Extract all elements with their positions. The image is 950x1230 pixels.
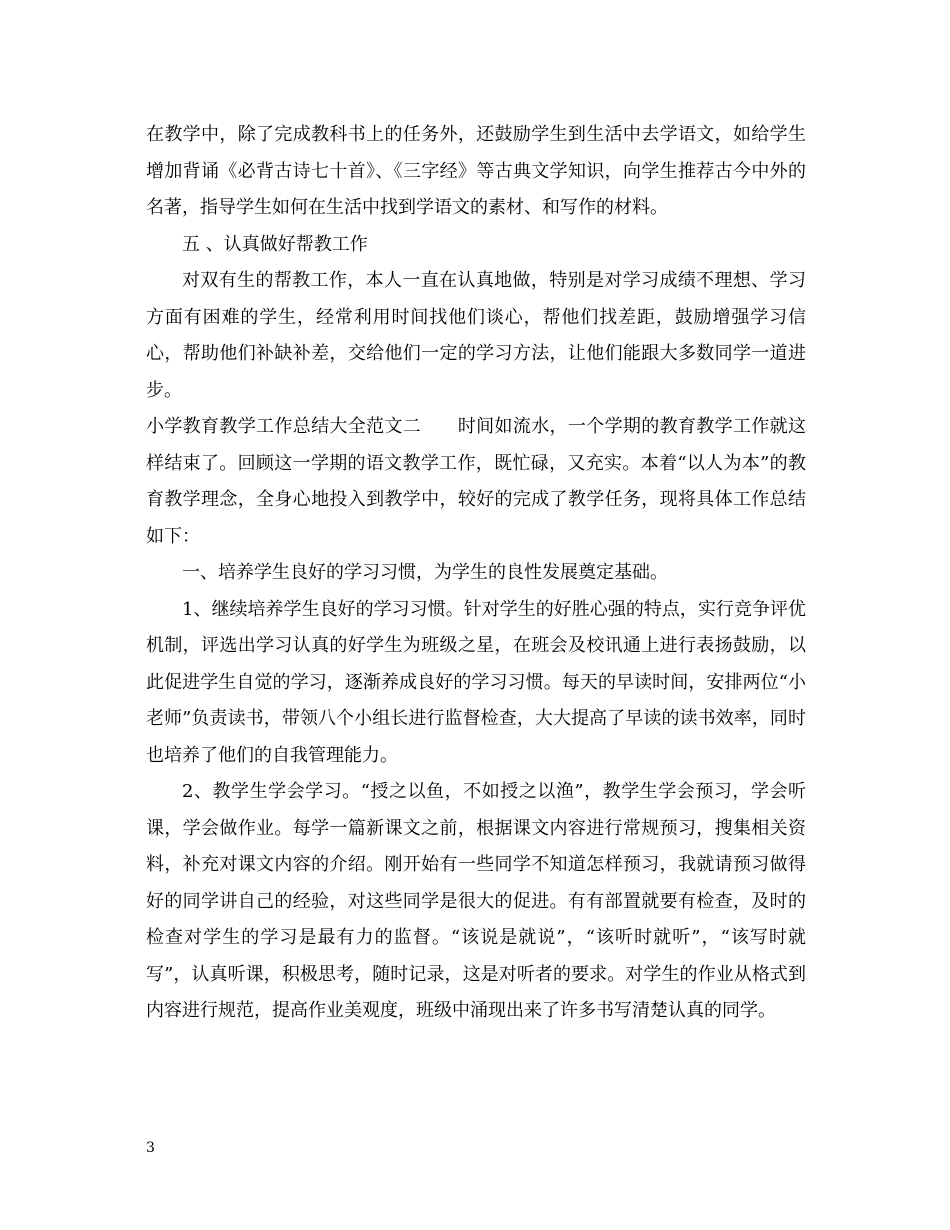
paragraph-tutoring: 对双有生的帮教工作，本人一直在认真地做，特别是对学习成绩不理想、学习方面有困难的学生，经常利用时间找他们谈心，帮他们找差距，鼓励增强学习信心，帮助他们补缺补差，交给他们一定的学习方法，让他们能跟大多数同学一道进步。 xyxy=(146,270,806,401)
paragraph-continuation: 在教学中，除了完成教科书上的任务外，还鼓励学生到生活中去学语文，如给学生增加背诵《必背古诗七十首》、《三字经》等古典文学知识，向学生推荐古今中外的名著，指导学生如何在生活中找到学语文的素材、和写作的材料。 xyxy=(146,124,806,218)
section-heading-one: 一、培养学生良好的学习习惯，为学生的良性发展奠定基础。 xyxy=(182,562,668,583)
paragraph-learn-to-learn: 2、教学生学会学习。“授之以鱼，不如授之以渔”，教学生学会预习，学会听课，学会做作业。每学一篇新课文之前，根据课文内容进行常规预习，搜集相关资料，补充对课文内容的介绍。刚开始有一些同学不知道怎样预习，我就请预习做得好的同学讲自己的经验，对这些同学是很大的促进。有有部置就要有检查，及时的检查对学生的学习是最有力的监督。“该说是就说”，“该听时就听”，“该写时就写”，认真听课，积极思考，随时记录，这是对听者的要求。对学生的作业从格式到内容进行规范，提高作业美观度，班级中涌现出来了许多书写清楚认真的同学。 xyxy=(146,781,806,1021)
paragraph-study-habits: 1、继续培养学生良好的学习习惯。针对学生的好胜心强的特点，实行竞争评优机制，评选出学习认真的好学生为班级之星，在班会及校讯通上进行表扬鼓励，以此促进学生自觉的学习，逐渐养成良好的学习习惯。每天的早读时间，安排两位“小老师”负责读书，带领八个小组长进行监督检查，大大提高了早读的读书效率，同时也培养了他们的自我管理能力。 xyxy=(146,598,806,766)
paragraph-summary-intro: 小学教育教学工作总结大全范文二 时间如流水，一个学期的教育教学工作就这样结束了。回顾这一学期的语文教学工作，既忙碌，又充实。本着“以人为本”的教育教学理念，全身心地投入到教学中，较好的完成了教学任务，现将具体工作总结如下： xyxy=(146,416,806,547)
document-body xyxy=(146,117,806,1030)
section-heading-five: 五 、认真做好帮教工作 xyxy=(182,233,368,255)
page-number: 3 xyxy=(146,1140,155,1156)
